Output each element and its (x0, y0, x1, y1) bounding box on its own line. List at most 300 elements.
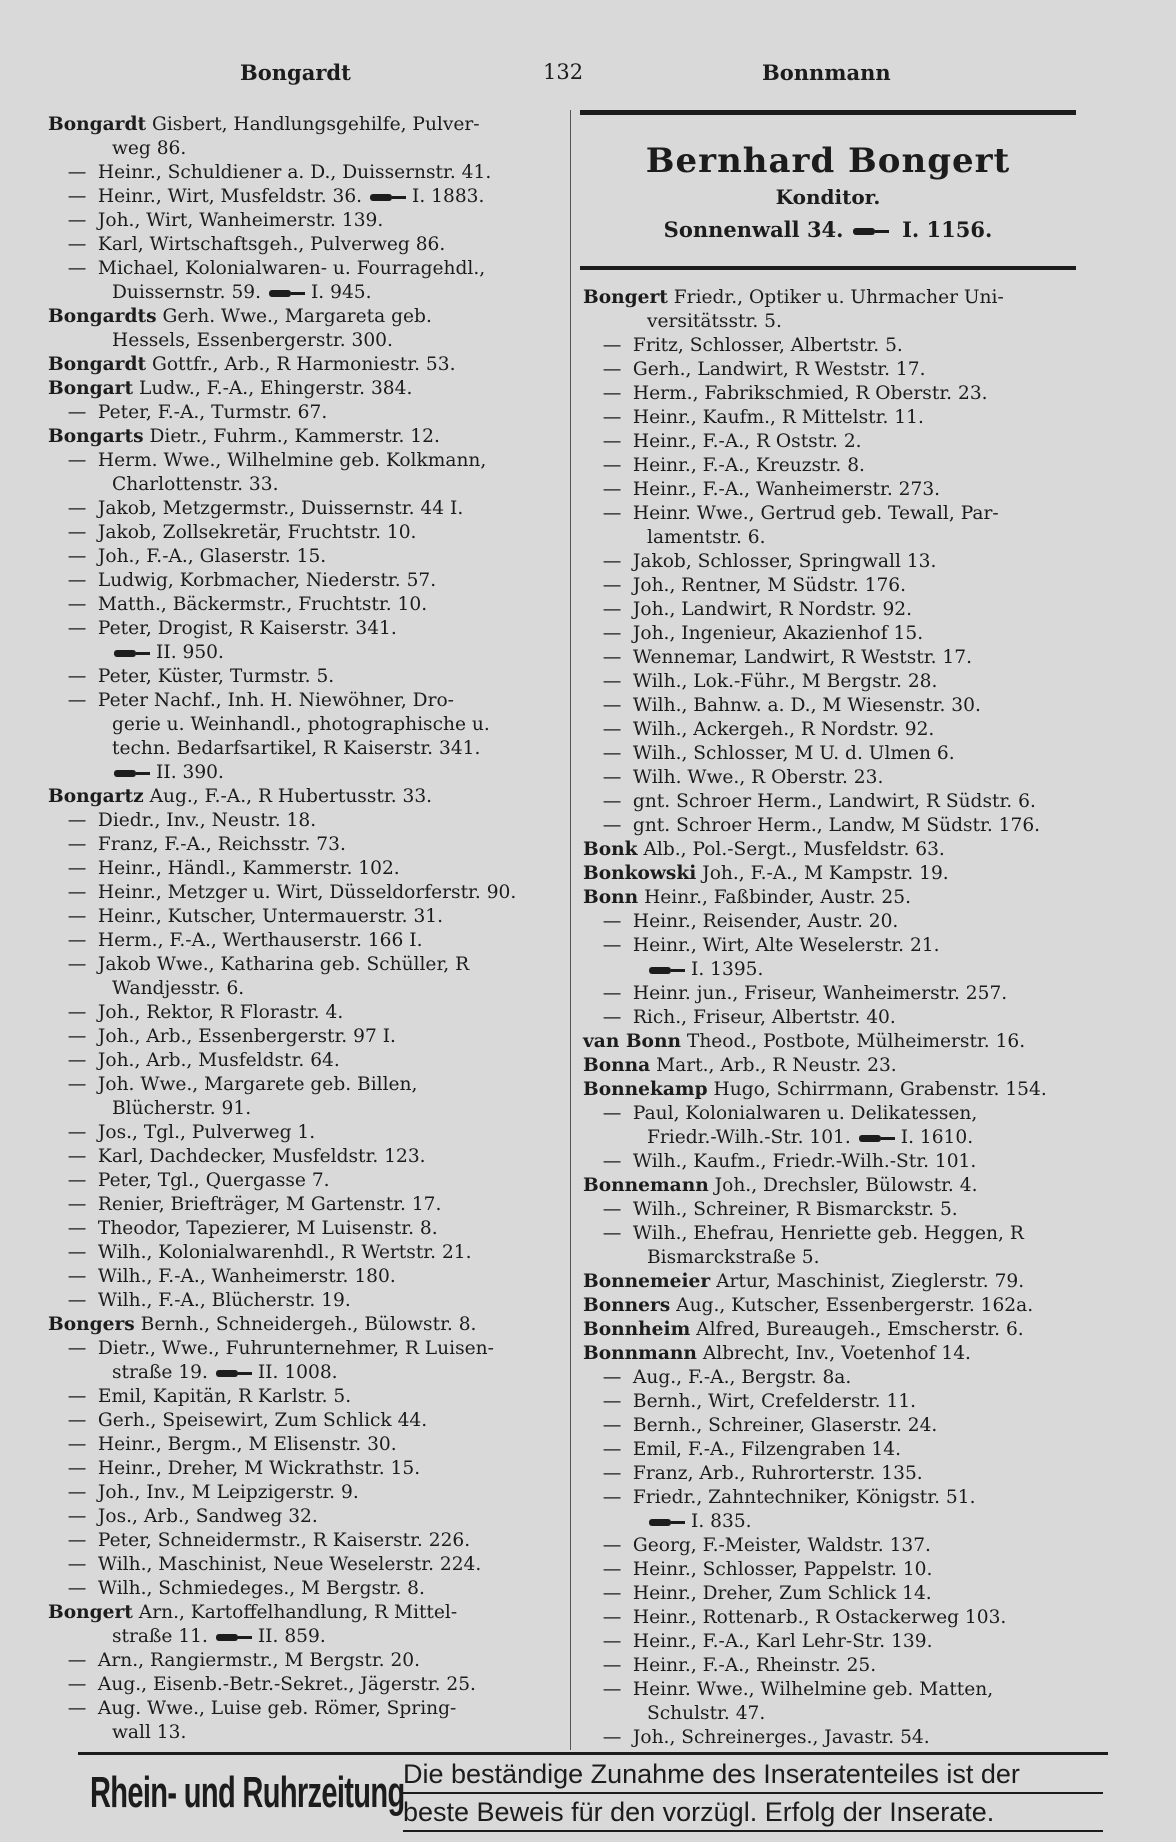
page-number: 132 (543, 60, 584, 84)
entry-text: Alb., Pol.-Sergt., Musfeldstr. 63. (643, 839, 945, 860)
entry-text: Bernh., Schneidergeh., Bülowstr. 8. (140, 1314, 477, 1335)
directory-entry (583, 742, 1103, 766)
directory-entry (583, 1054, 1103, 1078)
entry-text: Heinr., Schlosser, Pappelstr. 10. (632, 1559, 933, 1580)
directory-entry (583, 1294, 1103, 1318)
ditto-dash: — (602, 431, 622, 452)
surname: Bongardt (48, 114, 147, 135)
directory-entry (583, 406, 1103, 430)
entry-text: Gottfr., Arb., R Harmoniestr. 53. (152, 354, 456, 375)
entry-text: Wennemar, Landwirt, R Weststr. 17. (632, 647, 972, 668)
surname: Bongardts (48, 306, 157, 327)
ditto-dash: — (602, 407, 622, 428)
entry-text: Joh., Schreinerges., Javastr. 54. (632, 1727, 930, 1748)
ad-address-line (580, 217, 1076, 242)
entry-text: straße 19. (112, 1362, 208, 1383)
directory-entry (583, 646, 1103, 670)
directory-entry (583, 334, 1103, 358)
surname: Bonn (583, 887, 639, 908)
directory-entry (48, 977, 570, 1001)
ditto-dash: — (67, 954, 87, 975)
entry-text: Joh., Wirt, Wanheimerstr. 139. (97, 210, 384, 231)
ditto-dash: — (67, 1458, 87, 1479)
directory-entry (48, 473, 570, 497)
ditto-dash: — (602, 599, 622, 620)
directory-entry (48, 521, 570, 545)
telephone-icon (368, 192, 408, 203)
telephone-icon (267, 288, 307, 299)
ditto-dash: — (602, 1607, 622, 1628)
newspaper-logo: Rhein- und Ruhrzeitung (90, 1768, 405, 1817)
banner-line-1: Die beständige Zunahme des Inseratenteiles ist der (403, 1756, 1103, 1794)
directory-entry (48, 665, 570, 689)
directory-entry (583, 886, 1103, 910)
directory-entry (583, 622, 1103, 646)
directory-entry (583, 1438, 1103, 1462)
directory-entry (48, 809, 570, 833)
directory-entry (48, 1337, 570, 1361)
ditto-dash: — (67, 258, 87, 279)
entry-text: Peter, F.-A., Turmstr. 67. (97, 402, 328, 423)
surname: Bongers (48, 1314, 135, 1335)
surname: Bonnekamp (583, 1079, 708, 1100)
ditto-dash: — (67, 1050, 87, 1071)
ditto-dash: — (602, 1559, 622, 1580)
ad-phone: I. 1156. (902, 217, 993, 242)
directory-entry (48, 1601, 570, 1625)
ditto-dash: — (602, 983, 622, 1004)
header-left-keyword: Bongardt (240, 60, 351, 85)
entry-text: Heinr., Bergm., M Elisenstr. 30. (97, 1434, 397, 1455)
directory-entry (583, 1510, 1103, 1534)
entry-text: Heinr., F.-A., Karl Lehr-Str. 139. (632, 1631, 933, 1652)
entry-text: Wilh., Schreiner, R Bismarckstr. 5. (632, 1199, 958, 1220)
phone-number: II. 1008. (257, 1362, 338, 1383)
directory-entry (583, 478, 1103, 502)
entry-text: gerie u. Weinhandl., photographische u. (112, 714, 490, 735)
ditto-dash: — (602, 383, 622, 404)
ditto-dash: — (67, 1482, 87, 1503)
directory-entry (48, 905, 570, 929)
ditto-dash: — (67, 234, 87, 255)
directory-entry (583, 1078, 1103, 1102)
ditto-dash: — (602, 1727, 622, 1748)
directory-entry (48, 497, 570, 521)
ditto-dash: — (602, 1199, 622, 1220)
directory-entry (48, 1409, 570, 1433)
ditto-dash: — (67, 810, 87, 831)
directory-entry (583, 790, 1103, 814)
entry-text: Jos., Arb., Sandweg 32. (97, 1506, 318, 1527)
entry-text: Heinr., Dreher, M Wickrathstr. 15. (97, 1458, 421, 1479)
ditto-dash: — (602, 575, 622, 596)
entry-text: Charlottenstr. 33. (112, 474, 279, 495)
ditto-dash: — (602, 671, 622, 692)
ad-profession: Konditor. (775, 185, 881, 209)
entry-text: Dietr., Wwe., Fuhrunternehmer, R Luisen- (97, 1338, 494, 1359)
entry-text: Alfred, Bureaugeh., Emscherstr. 6. (696, 1319, 1024, 1340)
entry-text: Renier, Briefträger, M Gartenstr. 17. (97, 1194, 442, 1215)
entry-text: Karl, Wirtschaftsgeh., Pulverweg 86. (97, 234, 446, 255)
entry-text: Joh., Ingenieur, Akazienhof 15. (632, 623, 924, 644)
entry-text: Dietr., Fuhrm., Kammerstr. 12. (149, 426, 440, 447)
entry-text: Arn., Kartoffelhandlung, R Mittel- (138, 1602, 458, 1623)
entry-text: lamentstr. 6. (647, 527, 766, 548)
entry-text: Bernh., Wirt, Crefelderstr. 11. (632, 1391, 917, 1412)
entry-text: Joh., Inv., M Leipzigerstr. 9. (97, 1482, 359, 1503)
directory-entry (48, 1265, 570, 1289)
ditto-dash: — (602, 719, 622, 740)
ditto-dash: — (602, 647, 622, 668)
right-column (583, 286, 1103, 1750)
ad-bottom-rule (580, 266, 1076, 270)
entry-text: Georg, F.-Meister, Waldstr. 137. (632, 1535, 931, 1556)
entry-text: Aug., Kutscher, Essenbergerstr. 162a. (676, 1295, 1034, 1316)
surname: van Bonn (583, 1031, 681, 1052)
directory-entry (48, 1073, 570, 1097)
directory-entry (48, 257, 570, 281)
entry-text: Bernh., Schreiner, Glaserstr. 24. (632, 1415, 938, 1436)
ditto-dash: — (67, 1650, 87, 1671)
surname: Bonnemann (583, 1175, 709, 1196)
entry-text: Jos., Tgl., Pulverweg 1. (97, 1122, 316, 1143)
entry-text: Wilh., Bahnw. a. D., M Wiesenstr. 30. (632, 695, 981, 716)
ditto-dash: — (602, 1103, 622, 1124)
directory-entry (583, 718, 1103, 742)
entry-text: Wilh., Kaufm., Friedr.-Wilh.-Str. 101. (632, 1151, 977, 1172)
entry-text: Aug. Wwe., Luise geb. Römer, Spring- (97, 1698, 457, 1719)
entry-text: Diedr., Inv., Neustr. 18. (97, 810, 317, 831)
entry-text: Hessels, Essenbergerstr. 300. (112, 330, 393, 351)
ditto-dash: — (67, 1266, 87, 1287)
ditto-dash: — (67, 546, 87, 567)
ditto-dash: — (67, 882, 87, 903)
ditto-dash: — (67, 906, 87, 927)
ditto-dash: — (67, 1002, 87, 1023)
directory-entry (583, 838, 1103, 862)
ditto-dash: — (67, 858, 87, 879)
directory-entry (48, 1505, 570, 1529)
ditto-dash: — (67, 1554, 87, 1575)
directory-entry (583, 1582, 1103, 1606)
directory-entry (48, 425, 570, 449)
ditto-dash: — (67, 570, 87, 591)
surname: Bonkowski (583, 863, 697, 884)
entry-text: Joh., Rentner, M Südstr. 176. (632, 575, 907, 596)
ad-name: Bernhard Bongert (645, 141, 1011, 181)
directory-entry (583, 526, 1103, 550)
entry-text: Franz, F.-A., Reichsstr. 73. (97, 834, 346, 855)
directory-entry (48, 1241, 570, 1265)
surname: Bonna (583, 1055, 651, 1076)
directory-entry (48, 1289, 570, 1313)
surname: Bongarts (48, 426, 144, 447)
entry-text: Heinr., Faßbinder, Austr. 25. (644, 887, 911, 908)
ditto-dash: — (602, 743, 622, 764)
telephone-icon (112, 768, 152, 779)
surname: Bongardt (48, 354, 147, 375)
directory-entry (583, 1318, 1103, 1342)
directory-entry (583, 550, 1103, 574)
ditto-dash: — (602, 1631, 622, 1652)
entry-text: Jakob, Schlosser, Springwall 13. (632, 551, 937, 572)
ad-top-rule (580, 110, 1076, 115)
entry-text: Heinr., Kutscher, Untermauerstr. 31. (97, 906, 444, 927)
entry-text: Peter, Küster, Turmstr. 5. (97, 666, 335, 687)
directory-entry (583, 1606, 1103, 1630)
directory-entry (48, 1001, 570, 1025)
ditto-dash: — (602, 1583, 622, 1604)
entry-text: Ludw., F.-A., Ehingerstr. 384. (139, 378, 413, 399)
directory-entry (583, 982, 1103, 1006)
phone-number: I. 1883. (412, 186, 485, 207)
entry-text: Heinr. jun., Friseur, Wanheimerstr. 257. (632, 983, 1008, 1004)
directory-entry (583, 958, 1103, 982)
entry-text: Wandjesstr. 6. (112, 978, 245, 999)
phone-number: II. 390. (156, 762, 224, 783)
directory-entry (583, 1198, 1103, 1222)
directory-entry (48, 137, 570, 161)
entry-text: Gerh. Wwe., Margareta geb. (162, 306, 432, 327)
surname: Bonnmann (583, 1343, 697, 1364)
directory-entry (48, 545, 570, 569)
entry-text: Aug., Eisenb.-Betr.-Sekret., Jägerstr. 25. (97, 1674, 476, 1695)
entry-text: Theodor, Tapezierer, M Luisenstr. 8. (97, 1218, 438, 1239)
ditto-dash: — (67, 1026, 87, 1047)
entry-text: Heinr., Schuldiener a. D., Duissernstr. 41. (97, 162, 492, 183)
entry-text: Aug., F.-A., Bergstr. 8a. (632, 1367, 852, 1388)
directory-entry (583, 1222, 1103, 1246)
phone-number: I. 1610. (900, 1127, 974, 1148)
telephone-icon (214, 1368, 254, 1379)
entry-text: Joh., Arb., Musfeldstr. 64. (97, 1050, 340, 1071)
directory-entry (48, 569, 570, 593)
entry-text: Heinr., Wirt, Musfeldstr. 36. (97, 186, 363, 207)
entry-text: Ludwig, Korbmacher, Niederstr. 57. (97, 570, 437, 591)
entry-text: Michael, Kolonialwaren- u. Fourragehdl., (97, 258, 486, 279)
surname: Bongart (48, 378, 134, 399)
ditto-dash: — (67, 162, 87, 183)
directory-entry (48, 689, 570, 713)
directory-entry (48, 593, 570, 617)
ditto-dash: — (602, 1439, 622, 1460)
entry-text: Peter, Schneidermstr., R Kaiserstr. 226. (97, 1530, 471, 1551)
ditto-dash: — (67, 522, 87, 543)
entry-text: Herm., F.-A., Werthauserstr. 166 I. (97, 930, 423, 951)
newspaper-banner (78, 1756, 1106, 1830)
entry-text: Theod., Postbote, Mülheimerstr. 16. (686, 1031, 1026, 1052)
directory-entry (48, 929, 570, 953)
entry-text: Heinr., Rottenarb., R Ostackerweg 103. (632, 1607, 1007, 1628)
ditto-dash: — (602, 1151, 622, 1172)
ditto-dash: — (602, 1367, 622, 1388)
ditto-dash: — (67, 186, 87, 207)
ditto-dash: — (602, 1007, 622, 1028)
directory-entry (48, 833, 570, 857)
surname: Bonk (583, 839, 638, 860)
directory-entry (583, 1630, 1103, 1654)
entry-text: Heinr., F.-A., Wanheimerstr. 273. (632, 479, 941, 500)
entry-text: Wilh., Lok.-Führ., M Bergstr. 28. (632, 671, 938, 692)
ditto-dash: — (67, 1122, 87, 1143)
directory-entry (48, 185, 570, 209)
entry-text: Bismarckstraße 5. (647, 1247, 820, 1268)
ditto-dash: — (602, 767, 622, 788)
telephone-icon (647, 965, 687, 976)
ditto-dash: — (67, 1506, 87, 1527)
directory-entry (583, 1678, 1103, 1702)
entry-text: Wilh., Schlosser, M U. d. Ulmen 6. (632, 743, 955, 764)
directory-entry (48, 329, 570, 353)
entry-text: Hugo, Schirrmann, Grabenstr. 154. (713, 1079, 1047, 1100)
directory-entry (583, 454, 1103, 478)
entry-text: Heinr., F.-A., Rheinstr. 25. (632, 1655, 877, 1676)
entry-text: Friedr., Zahntechniker, Königstr. 51. (632, 1487, 976, 1508)
ditto-dash: — (67, 834, 87, 855)
entry-text: Joh., Drechsler, Bülowstr. 4. (714, 1175, 978, 1196)
surname: Bongert (583, 287, 668, 308)
directory-entry (48, 1049, 570, 1073)
entry-text: Blücherstr. 91. (112, 1098, 252, 1119)
banner-text (403, 1756, 1103, 1832)
ditto-dash: — (602, 1415, 622, 1436)
entry-text: Mart., Arb., R Neustr. 23. (656, 1055, 897, 1076)
entry-text: Heinr., Kaufm., R Mittelstr. 11. (632, 407, 924, 428)
entry-text: Peter, Drogist, R Kaiserstr. 341. (97, 618, 397, 639)
directory-entry (583, 502, 1103, 526)
directory-entry (48, 281, 570, 305)
ditto-dash: — (67, 1170, 87, 1191)
ditto-dash: — (602, 815, 622, 836)
directory-entry (48, 857, 570, 881)
entry-text: Heinr., Händl., Kammerstr. 102. (97, 858, 400, 879)
ditto-dash: — (67, 594, 87, 615)
directory-entry (48, 617, 570, 641)
entry-text: Heinr., Metzger u. Wirt, Düsseldorferstr. 90. (97, 882, 517, 903)
directory-entry (583, 1654, 1103, 1678)
entry-text: Wilh., Schmiedeges., M Bergstr. 8. (97, 1578, 425, 1599)
directory-entry (583, 430, 1103, 454)
entry-text: Wilh. Wwe., R Oberstr. 23. (632, 767, 884, 788)
ditto-dash: — (67, 930, 87, 951)
surname: Bongert (48, 1602, 133, 1623)
entry-text: Gerh., Landwirt, R Weststr. 17. (632, 359, 926, 380)
directory-entry (48, 113, 570, 137)
ditto-dash: — (602, 623, 622, 644)
entry-text: Jakob, Metzgermstr., Duissernstr. 44 I. (97, 498, 464, 519)
directory-entry (583, 1030, 1103, 1054)
directory-entry (48, 1145, 570, 1169)
ditto-dash: — (67, 498, 87, 519)
entry-text: Heinr., Wirt, Alte Weselerstr. 21. (632, 935, 940, 956)
directory-entry (583, 1558, 1103, 1582)
ditto-dash: — (602, 1535, 622, 1556)
entry-text: Joh., F.-A., M Kampstr. 19. (702, 863, 949, 884)
directory-entry (583, 814, 1103, 838)
entry-text: gnt. Schroer Herm., Landwirt, R Südstr. 6. (632, 791, 1036, 812)
directory-entry (583, 1366, 1103, 1390)
directory-entry (48, 1097, 570, 1121)
telephone-icon (214, 1632, 254, 1643)
header-right-keyword: Bonnmann (762, 60, 891, 85)
entry-text: Heinr., F.-A., Kreuzstr. 8. (632, 455, 865, 476)
directory-entry (583, 670, 1103, 694)
entry-text: Wilh., F.-A., Blücherstr. 19. (97, 1290, 351, 1311)
entry-text: Joh., Arb., Essenbergerstr. 97 I. (97, 1026, 396, 1047)
directory-entry (48, 785, 570, 809)
entry-text: Karl, Dachdecker, Musfeldstr. 123. (97, 1146, 426, 1167)
entry-text: Heinr. Wwe., Gertrud geb. Tewall, Par- (632, 503, 999, 524)
directory-entry (48, 1385, 570, 1409)
directory-entry (48, 161, 570, 185)
ditto-dash: — (67, 1338, 87, 1359)
directory-entry (583, 1534, 1103, 1558)
entry-text: Joh., Rektor, R Florastr. 4. (97, 1002, 344, 1023)
directory-entry (583, 1390, 1103, 1414)
phone-number: I. 835. (691, 1511, 752, 1532)
directory-entry (583, 910, 1103, 934)
surname: Bongartz (48, 786, 144, 807)
ditto-dash: — (602, 935, 622, 956)
phone-number: II. 859. (257, 1626, 326, 1647)
directory-entry (48, 713, 570, 737)
ditto-dash: — (602, 335, 622, 356)
entry-text: Gerh., Speisewirt, Zum Schlick 44. (97, 1410, 428, 1431)
directory-entry (48, 1721, 570, 1745)
directory-entry (583, 766, 1103, 790)
entry-text: Friedr.-Wilh.-Str. 101. (647, 1127, 851, 1148)
ditto-dash: — (602, 1223, 622, 1244)
entry-text: weg 86. (112, 138, 187, 159)
entry-text: Fritz, Schlosser, Albertstr. 5. (632, 335, 903, 356)
telephone-icon (112, 648, 152, 659)
banner-rule (78, 1752, 1108, 1755)
entry-text: Artur, Maschinist, Zieglerstr. 79. (716, 1271, 1025, 1292)
directory-entry (48, 305, 570, 329)
ditto-dash: — (67, 1674, 87, 1695)
directory-entry (48, 1457, 570, 1481)
ditto-dash: — (602, 551, 622, 572)
surname: Bonnemeier (583, 1271, 711, 1292)
ditto-dash: — (67, 1386, 87, 1407)
ditto-dash: — (602, 911, 622, 932)
entry-text: Paul, Kolonialwaren u. Delikatessen, (632, 1103, 978, 1124)
entry-text: Heinr. Wwe., Wilhelmine geb. Matten, (632, 1679, 994, 1700)
ditto-dash: — (67, 1578, 87, 1599)
surname: Bonnheim (583, 1319, 691, 1340)
directory-entry (583, 310, 1103, 334)
entry-text: Wilh., Maschinist, Neue Weselerstr. 224. (97, 1554, 482, 1575)
directory-entry (583, 1006, 1103, 1030)
directory-entry (48, 1121, 570, 1145)
directory-entry (583, 1414, 1103, 1438)
entry-text: versitätsstr. 5. (647, 311, 782, 332)
directory-entry (48, 377, 570, 401)
directory-entry (48, 1217, 570, 1241)
entry-text: Heinr., F.-A., R Oststr. 2. (632, 431, 862, 452)
directory-entry (583, 382, 1103, 406)
directory-entry (48, 1673, 570, 1697)
directory-entry (48, 737, 570, 761)
directory-entry (583, 934, 1103, 958)
ditto-dash: — (67, 690, 87, 711)
entry-text: Wilh., Ackergeh., R Nordstr. 92. (632, 719, 935, 740)
entry-text: Joh. Wwe., Margarete geb. Billen, (97, 1074, 418, 1095)
entry-text: techn. Bedarfsartikel, R Kaiserstr. 341. (112, 738, 481, 759)
entry-text: Friedr., Optiker u. Uhrmacher Uni- (673, 287, 1004, 308)
telephone-icon (647, 1517, 687, 1528)
entry-text: Aug., F.-A., R Hubertusstr. 33. (149, 786, 433, 807)
